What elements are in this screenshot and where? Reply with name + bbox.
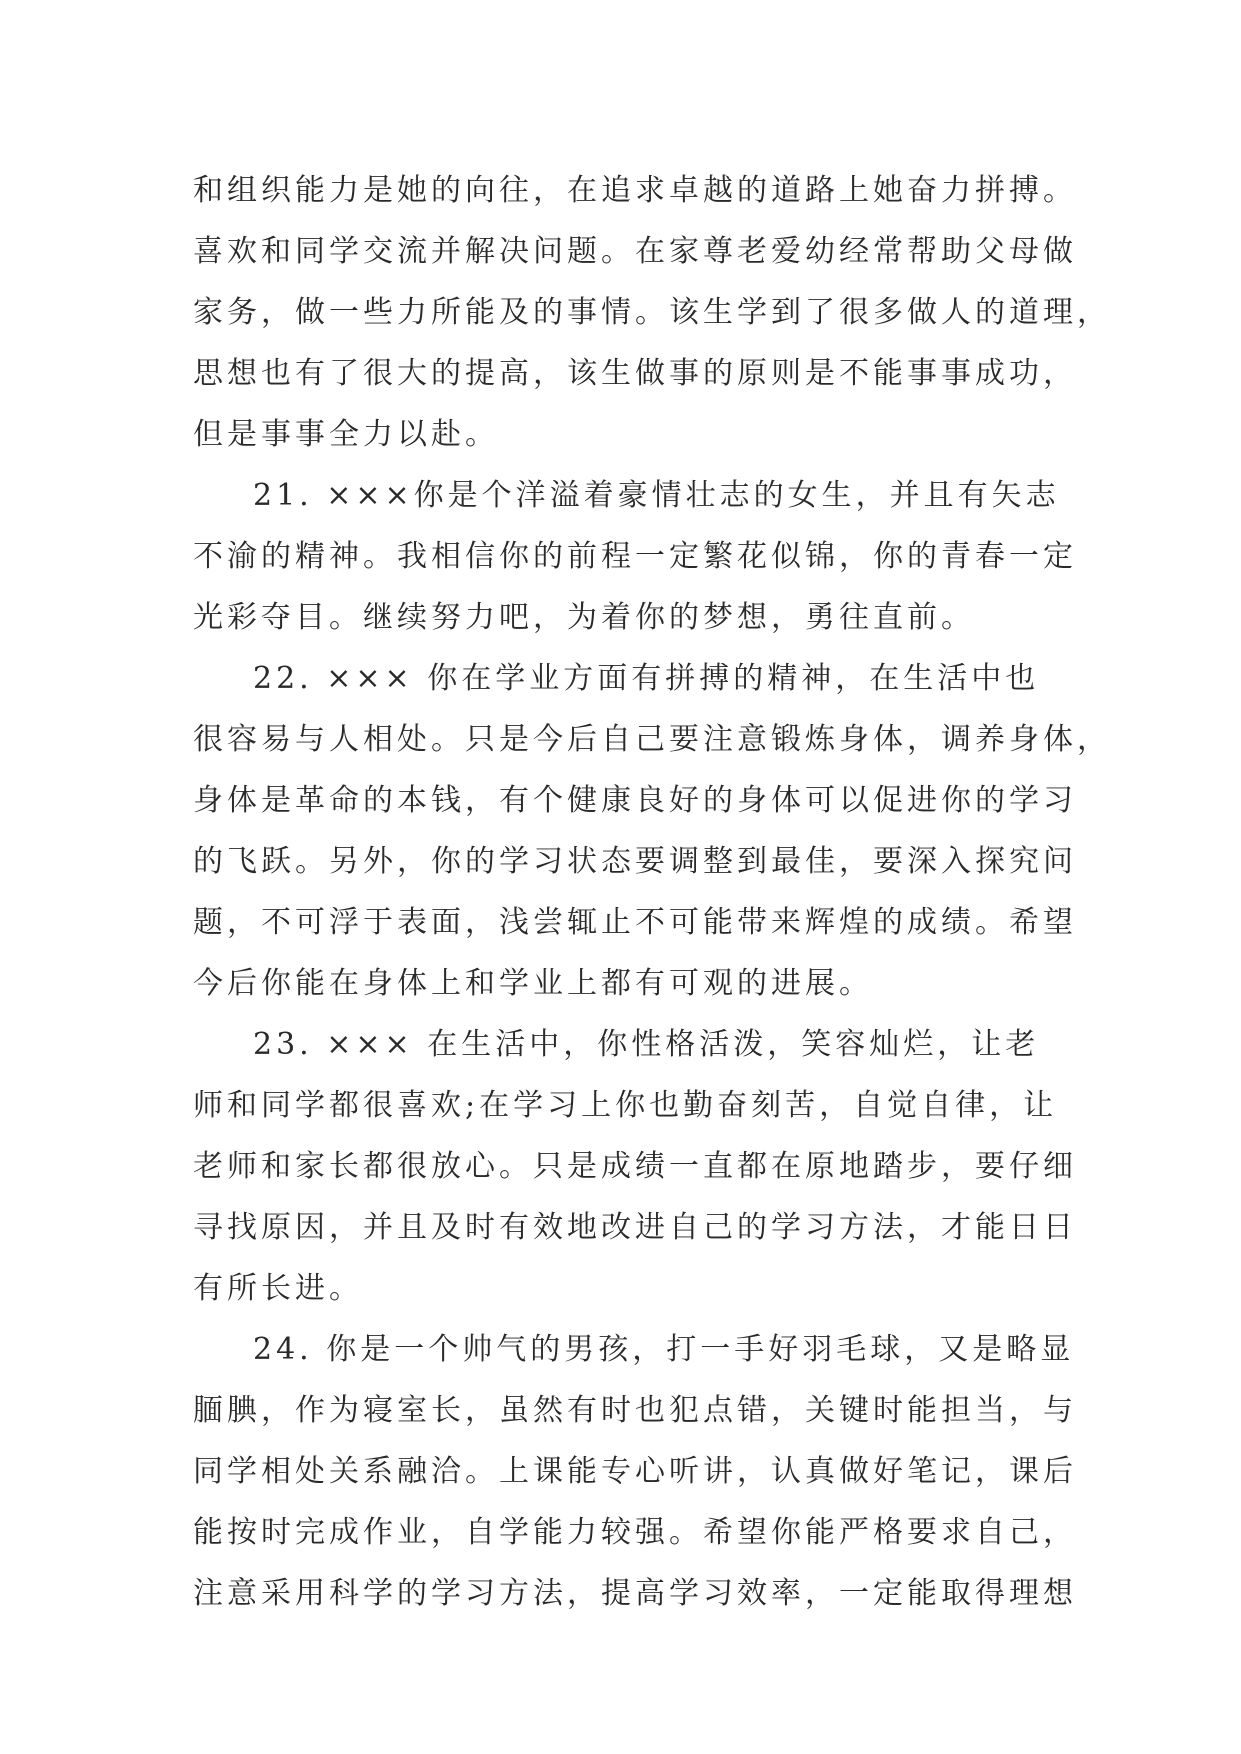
text-line: 不渝的精神。我相信你的前程一定繁花似锦，你的青春一定: [193, 539, 1077, 574]
text-line: 师和同学都很喜欢;在学习上你也勤奋刻苦，自觉自律，让: [193, 1088, 1058, 1123]
text-line: 但是事事全力以赴。: [193, 417, 499, 452]
paragraph-24-first-line: 24. 你是一个帅气的男孩，打一手好羽毛球，又是略显: [253, 1332, 1075, 1367]
paragraph-23-first-line: 23. ××× 在生活中，你性格活泼，笑容灿烂，让老: [253, 1027, 1040, 1062]
text-line: 腼腆，作为寝室长，虽然有时也犯点错，关键时能担当，与: [193, 1393, 1077, 1428]
text-line: 和组织能力是她的向往，在追求卓越的道路上她奋力拼搏。: [193, 173, 1077, 208]
text-line: 思想也有了很大的提高，该生做事的原则是不能事事成功，: [193, 356, 1077, 391]
text-line: 很容易与人相处。只是今后自己要注意锻炼身体，调养身体，: [193, 722, 1111, 757]
text-line: 家务，做一些力所能及的事情。该生学到了很多做人的道理，: [193, 295, 1111, 330]
text-line: 寻找原因，并且及时有效地改进自己的学习方法，才能日日: [193, 1210, 1077, 1245]
paragraph-21-first-line: 21. ×××你是个洋溢着豪情壮志的女生，并且有矢志: [253, 478, 1060, 513]
text-line: 能按时完成作业，自学能力较强。希望你能严格要求自己，: [193, 1515, 1077, 1550]
text-line: 同学相处关系融洽。上课能专心听讲，认真做好笔记，课后: [193, 1454, 1077, 1489]
text-line: 题，不可浮于表面，浅尝辄止不可能带来辉煌的成绩。希望: [193, 905, 1077, 940]
paragraph-22-first-line: 22. ××× 你在学业方面有拼搏的精神，在生活中也: [253, 661, 1040, 696]
text-line: 光彩夺目。继续努力吧，为着你的梦想，勇往直前。: [193, 600, 975, 635]
document-body: [193, 160, 1111, 1624]
text-line: 喜欢和同学交流并解决问题。在家尊老爱幼经常帮助父母做: [193, 234, 1077, 269]
text-line: 有所长进。: [193, 1271, 363, 1306]
text-line: 老师和家长都很放心。只是成绩一直都在原地踏步，要仔细: [193, 1149, 1077, 1184]
text-line: 身体是革命的本钱，有个健康良好的身体可以促进你的学习: [193, 783, 1077, 818]
text-line: 今后你能在身体上和学业上都有可观的进展。: [193, 966, 873, 1001]
text-line: 的飞跃。另外，你的学习状态要调整到最佳，要深入探究问: [193, 844, 1077, 879]
text-line: 注意采用科学的学习方法，提高学习效率，一定能取得理想: [193, 1576, 1077, 1611]
